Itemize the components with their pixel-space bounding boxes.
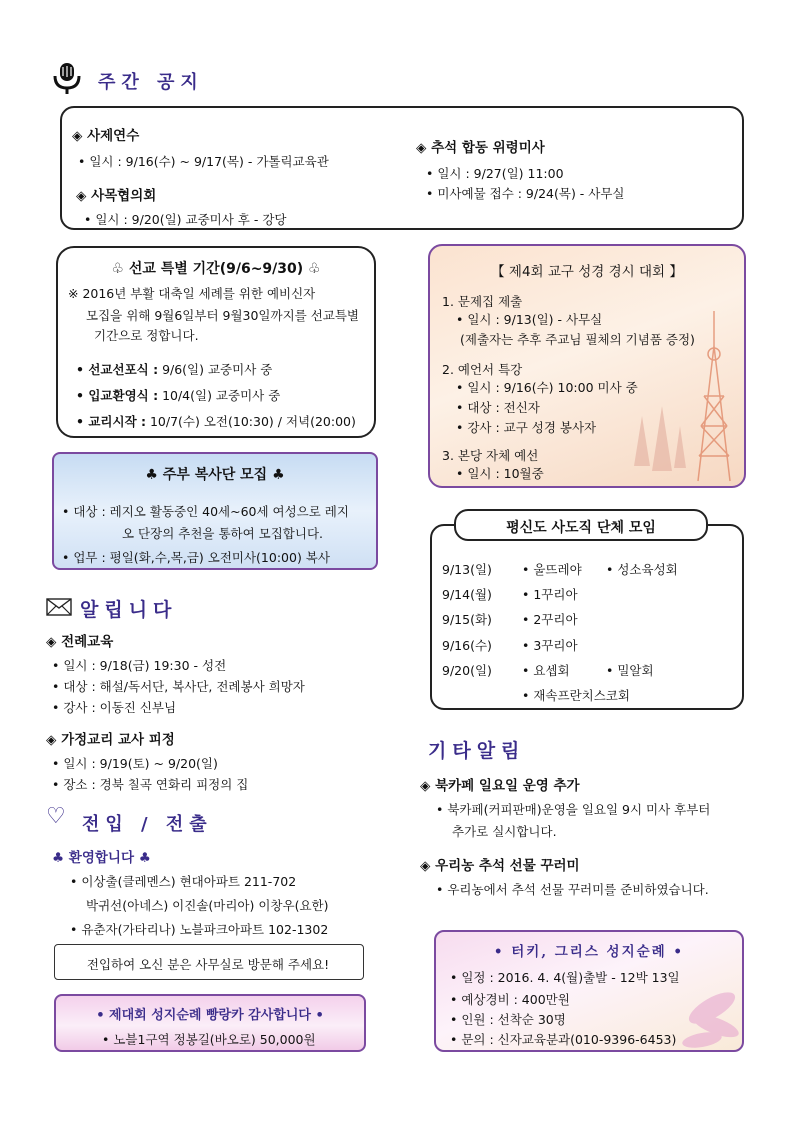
catechism-item-2: • 장소 : 경북 칠곡 연화리 피정의 집 (52, 777, 249, 792)
mission-note-2: 모집을 위해 9월6일부터 9월30일까지를 선교특별 (86, 308, 360, 323)
mission-row-value: 9/6(일) 교중미사 중 (162, 362, 273, 377)
section-2-item-1: • 일시 : 9/16(수) 10:00 미사 중 (456, 380, 638, 395)
lay-group-b: • 밀알회 (606, 663, 654, 678)
book-cafe-heading: ◈ 북카페 일요일 운영 추가 (420, 778, 580, 794)
bible-contest-title: 【 제4회 교구 성경 경시 대회 】 (491, 264, 683, 280)
transfer-notice-box (54, 944, 364, 980)
council-date: • 일시 : 9/20(일) 교중미사 후 - 강당 (84, 212, 287, 227)
tree-decoration (630, 396, 690, 486)
volunteer-title: ♣ 주부 복사단 모집 ♣ (145, 467, 285, 483)
transfer-line-1: • 이상출(클레멘스) 현대아파트 211-702 (70, 874, 297, 889)
mission-note-3: 기간으로 정합니다. (94, 328, 199, 343)
envelope-icon (46, 598, 72, 616)
liturgy-item-1: • 일시 : 9/18(금) 19:30 - 성전 (52, 658, 227, 673)
section-2-heading: 2. 예언서 특강 (442, 362, 523, 377)
heart-icon: ♡ (46, 804, 66, 829)
mission-title: ♧ 선교 특별 기간(9/6~9/30) ♧ (111, 261, 321, 277)
transfer-title: 전입 / 전출 (82, 814, 213, 835)
lay-group-a: • 3꾸리아 (522, 638, 578, 653)
section-1-heading: 1. 문제집 제출 (442, 294, 523, 309)
pilgrimage-thanks-box (54, 994, 366, 1052)
mission-row-value: 10/4(일) 교중미사 중 (162, 388, 281, 403)
welcome-label: ♣ 환영합니다 ♣ (52, 850, 151, 866)
liturgy-item-2: • 대상 : 해설/독서단, 복사단, 전례봉사 희망자 (52, 679, 305, 694)
mission-row-label: • 선교선포식 : (76, 362, 159, 377)
mission-row-value: 10/7(수) 오전(10:30) / 저녁(20:00) (149, 414, 356, 429)
pilgrimage-thanks-line: • 노블1구역 정봉길(바오로) 50,000원 (102, 1032, 316, 1047)
lay-group-date: 9/15(화) (442, 612, 492, 627)
lay-group-a: • 울뜨레야 (522, 562, 582, 577)
book-cafe-line-1: • 북카페(커피판매)운영을 일요일 9시 미사 후부터 (436, 802, 711, 817)
volunteer-line-1: • 대상 : 레지오 활동중인 40세~60세 여성으로 레지 (62, 504, 349, 519)
lay-group-date: 9/14(월) (442, 587, 492, 602)
lay-group-date: 9/16(수) (442, 638, 492, 653)
other-title: 기타알림 (428, 740, 526, 762)
mission-row-3 (76, 412, 356, 430)
turkey-line-3: • 인원 : 선착순 30명 (450, 1012, 566, 1027)
volunteer-line-2: 오 단장의 추천을 통하여 모집합니다. (122, 526, 323, 541)
mission-row-label: • 입교환영식 : (76, 388, 159, 403)
catechism-item-1: • 일시 : 9/19(토) ~ 9/20(일) (52, 756, 218, 771)
lay-group-a: • 요셉회 (522, 663, 570, 678)
transfer-line-2: 박귀선(아네스) 이진솔(마리아) 이창우(요한) (86, 898, 329, 913)
weekly-notice-title: 주간 공지 (98, 72, 204, 93)
section-3-item-1: • 일시 : 10월중 (456, 466, 544, 481)
turkey-box (434, 930, 744, 1052)
weekly-notice-header (48, 62, 248, 98)
mission-box (56, 246, 376, 438)
section-2-item-2: • 대상 : 전신자 (456, 400, 540, 415)
catechism-heading: ◈ 가정교리 교사 피정 (46, 732, 175, 748)
lay-group-a: • 1꾸리아 (522, 587, 578, 602)
book-cafe-line-2: 추가로 실시합니다. (452, 824, 557, 839)
memorial-heading: ◈ 추석 합동 위령미사 (416, 140, 545, 156)
liturgy-heading: ◈ 전례교육 (46, 634, 114, 650)
lay-group-date: 9/20(일) (442, 663, 492, 678)
lay-group-a: • 재속프란치스코회 (522, 688, 630, 703)
lay-groups-title-box (454, 509, 708, 541)
training-date: • 일시 : 9/16(수) ~ 9/17(목) - 가톨릭교육관 (78, 154, 329, 169)
pilgrimage-thanks-title: • 제대회 성지순례 빵랑카 감사합니다 • (96, 1008, 324, 1023)
mission-row-1 (76, 360, 272, 378)
lay-groups-title: 평신도 사도직 단체 모임 (506, 520, 656, 536)
turkey-line-2: • 예상경비 : 400만원 (450, 992, 570, 1007)
microphone-icon (52, 62, 82, 96)
lay-group-b: • 성소육성회 (606, 562, 678, 577)
section-3-heading: 3. 본당 자체 예선 (442, 448, 539, 463)
lay-group-a: • 2꾸리아 (522, 612, 578, 627)
liturgy-item-3: • 강사 : 이동진 신부님 (52, 700, 177, 715)
bible-contest-box (428, 244, 746, 488)
volunteer-line-3: • 업무 : 평일(화,수,목,금) 오전미사(10:00) 복사 (62, 550, 330, 565)
section-1-item-1: • 일시 : 9/13(일) - 사무실 (456, 312, 603, 327)
turkey-line-4: • 문의 : 신자교육분과(010-9396-6453) (450, 1032, 677, 1047)
memorial-offering: • 미사예물 접수 : 9/24(목) - 사무실 (426, 186, 625, 201)
council-heading: ◈ 사목협의회 (76, 188, 157, 204)
farm-heading: ◈ 우리농 추석 선물 꾸러미 (420, 858, 580, 874)
volunteer-box (52, 452, 378, 570)
training-heading: ◈ 사제연수 (72, 128, 140, 144)
announce-title: 알립니다 (80, 599, 178, 621)
transfer-notice: 전입하여 오신 분은 사무실로 방문해 주세요! (86, 957, 330, 972)
lay-group-date: 9/13(일) (442, 562, 492, 577)
mission-row-2 (76, 386, 280, 404)
section-2-item-3: • 강사 : 교구 성경 봉사자 (456, 420, 597, 435)
turkey-line-1: • 일정 : 2016. 4. 4(월)출발 - 12박 13일 (450, 970, 680, 985)
section-1-item-2: (제출자는 추후 주교님 필체의 기념품 증정) (460, 332, 695, 347)
transfer-line-3: • 유춘자(가타리나) 노블파크아파트 102-1302 (70, 922, 329, 937)
memorial-date: • 일시 : 9/27(일) 11:00 (426, 166, 564, 181)
mission-note-1: ※ 2016년 부활 대축일 세례를 위한 예비신자 (68, 286, 316, 301)
weekly-notice-box (60, 106, 744, 230)
turkey-title: • 터키, 그리스 성지순례 • (493, 944, 685, 960)
farm-line-1: • 우리농에서 추석 선물 꾸러미를 준비하였습니다. (436, 882, 709, 897)
flower-decoration (672, 968, 744, 1052)
mission-row-label: • 교리시작 : (76, 414, 146, 429)
